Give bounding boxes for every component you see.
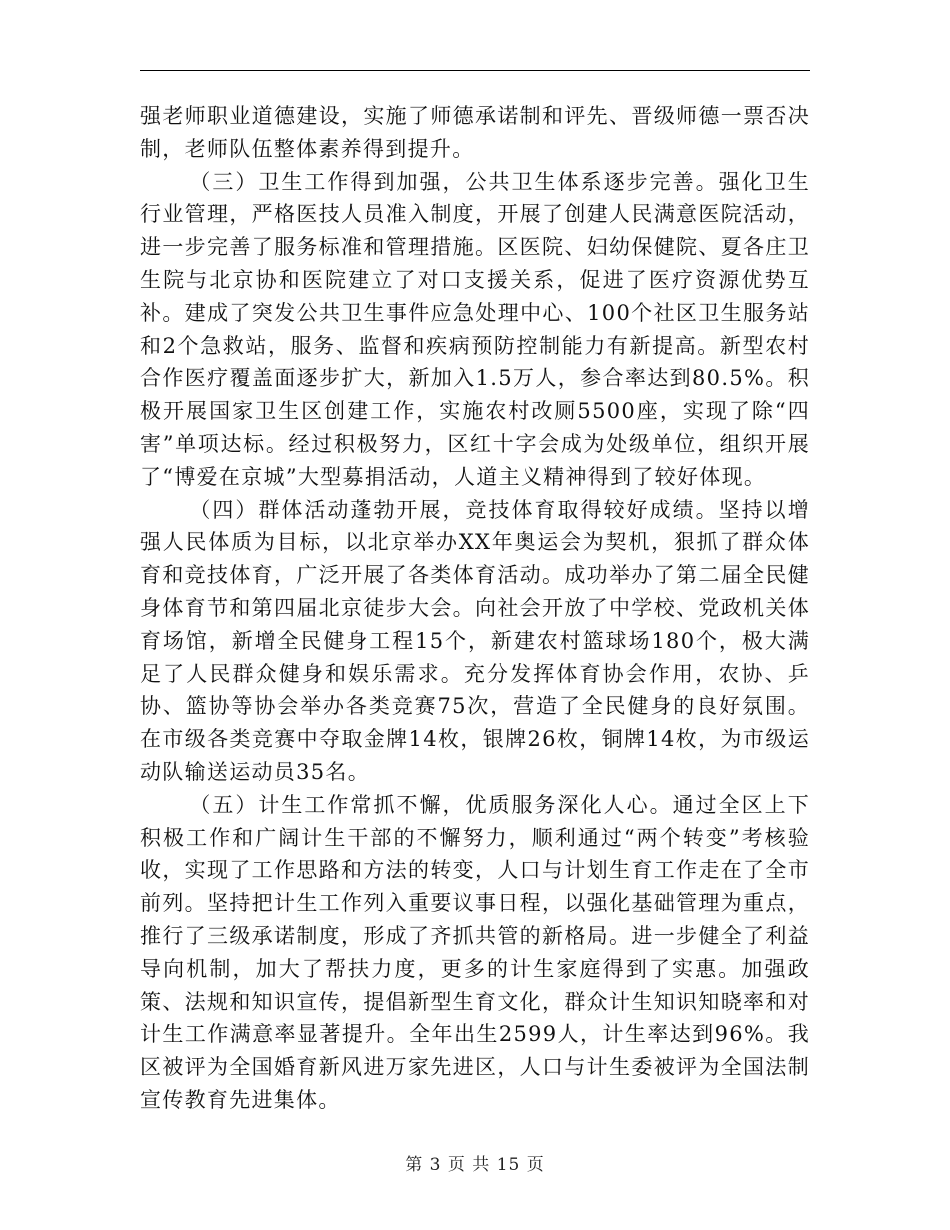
paragraph-family-planning: （五）计生工作常抓不懈，优质服务深化人心。通过全区上下积极工作和广阔计生干部的不懈努力，顺利通过“两个转变”考核验收，实现了工作思路和方法的转变，人口与计划生育工作走在了全市前列。坚持把计生工作列入重要议事日程，以强化基础管理为重点，推行了三级承诺制度，形成了齐抓共管的新格局。进一步健全了利益导向机制，加大了帮扶力度，更多的计生家庭得到了实惠。加强政策、法规和知识宣传，提倡新型生育文化，群众计生知识知晓率和对计生工作满意率显著提升。全年出生2599人，计生率达到96%。我区被评为全国婚育新风进万家先进区，人口与计生委被评为全国法制宣传教育先进集体。 (140, 792, 810, 1112)
page-number: 第 3 页 共 15 页 (405, 1155, 545, 1175)
paragraph-health-work: （三）卫生工作得到加强，公共卫生体系逐步完善。强化卫生行业管理，严格医技人员准入制度，开展了创建人民满意医院活动，进一步完善了服务标准和管理措施。区医院、妇幼保健院、夏各庄卫生院与北京协和医院建立了对口支援关系，促进了医疗资源优势互补。建成了突发公共卫生事件应急处理中心、100个社区卫生服务站和2个急救站，服务、监督和疾病预防控制能力有新提高。新型农村合作医疗覆盖面逐步扩大，新加入1.5万人，参合率达到80.5%。积极开展国家卫生区创建工作，实施农村改厕5500座，实现了除“四害”单项达标。经过积极努力，区红十字会成为处级单位，组织开展了“博爱在京城”大型募捐活动，人道主义精神得到了较好体现。 (140, 169, 810, 489)
paragraph-sports-activities: （四）群体活动蓬勃开展，竞技体育取得较好成绩。坚持以增强人民体质为目标，以北京举办XX年奥运会为契机，狠抓了群众体育和竞技体育，广泛开展了各类体育活动。成功举办了第二届全民健身体育节和第四届北京徒步大会。向社会开放了中学校、党政机关体育场馆，新增全民健身工程15个，新建农村篮球场180个，极大满足了人民群众健身和娱乐需求。充分发挥体育协会作用，农协、乒协、篮协等协会举办各类竞赛75次，营造了全民健身的良好氛围。在市级各类竞赛中夺取金牌14枚，银牌26枚，铜牌14枚，为市级运动队输送运动员35名。 (140, 497, 810, 784)
paragraph-continuation: 强老师职业道德建设，实施了师德承诺制和评先、晋级师德一票否决制，老师队伍整体素养得到提升。 (140, 104, 810, 161)
document-body (140, 100, 810, 1117)
page-footer (0, 1150, 950, 1175)
header-rule (140, 70, 810, 71)
